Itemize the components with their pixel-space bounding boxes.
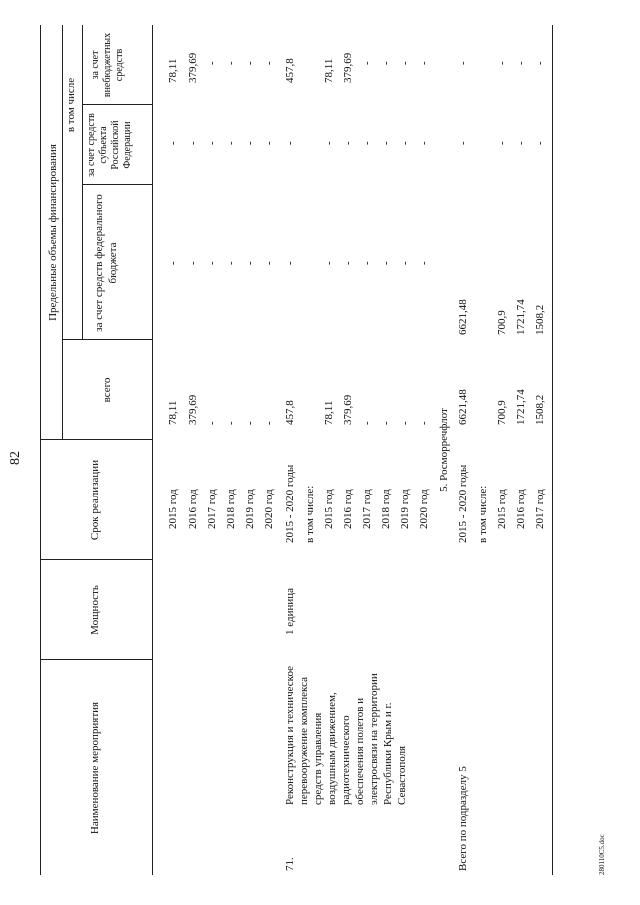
section5-regional-2: - — [496, 141, 508, 145]
item71-federal-7: - — [418, 261, 430, 265]
block1-federal-3: - — [225, 261, 237, 265]
block1-extra-3: - — [225, 61, 237, 65]
limits-divider — [62, 25, 63, 440]
page-number: 82 — [8, 451, 23, 465]
item71-regional-5: - — [380, 141, 392, 145]
section5-total-0: 6621,48 — [457, 389, 469, 425]
item71-total-4: - — [361, 421, 373, 425]
section5-period-0: 2015 - 2020 годы — [457, 464, 469, 543]
item71-total-3: 379,69 — [342, 394, 354, 425]
item71-period-7: 2020 год — [418, 489, 430, 529]
block1-total-1: 379,69 — [187, 394, 199, 425]
block1-extra-2: - — [206, 61, 218, 65]
item71-total-2: 78,11 — [323, 400, 335, 425]
block1-total-2: - — [206, 421, 218, 425]
header-incl: в том числе — [65, 77, 77, 133]
item71-period-6: 2019 год — [399, 489, 411, 529]
item71-extra-4: - — [361, 61, 373, 65]
section5-period-1: в том числе: — [477, 485, 489, 543]
item71-period-4: 2017 год — [361, 489, 373, 529]
item71-federal-3: - — [342, 261, 354, 265]
item71-extra-0: 457,8 — [284, 58, 296, 83]
item71-extra-3: 379,69 — [342, 52, 354, 83]
item71-total-0: 457,8 — [284, 400, 296, 425]
col-divider-4 — [62, 339, 152, 340]
block1-period-2: 2017 год — [206, 489, 218, 529]
item71-total-7: - — [418, 421, 430, 425]
col-divider-3 — [40, 439, 152, 440]
item71-regional-6: - — [399, 141, 411, 145]
block1-period-4: 2019 год — [244, 489, 256, 529]
item71-regional-7: - — [418, 141, 430, 145]
block1-regional-3: - — [225, 141, 237, 145]
block1-regional-5: - — [263, 141, 275, 145]
section5-period-3: 2016 год — [515, 489, 527, 529]
item71-period-1: в том числе: — [304, 485, 316, 543]
header-capacity: Мощность — [89, 585, 101, 635]
item71-name: Реконструкция и техническое перевооружение комплекса средств управления воздушным движением, радиотехнического обеспечения полетов и электросвязи на территории Республики Крым и г. Севастополя — [284, 666, 408, 805]
block1-extra-4: - — [244, 61, 256, 65]
item71-period-2: 2015 год — [323, 489, 335, 529]
block1-total-3: - — [225, 421, 237, 425]
section5-regional-4: - — [534, 141, 546, 145]
section5-total-2: 700,9 — [496, 400, 508, 425]
header-period: Срок реализации — [89, 459, 101, 541]
item71-regional-2: - — [323, 141, 335, 145]
item71-period-3: 2016 год — [342, 489, 354, 529]
header-bottom-border — [152, 25, 153, 875]
header-federal: за счет средств федерального бюджета — [93, 194, 119, 332]
item71-number: 71. — [284, 857, 296, 871]
table-top-border — [40, 25, 41, 875]
section5-title: 5. Росморречфлот — [438, 408, 450, 492]
block1-total-5: - — [263, 421, 275, 425]
block1-federal-1: - — [187, 261, 199, 265]
item71-federal-2: - — [323, 261, 335, 265]
section5-total-4: 1508,2 — [534, 394, 546, 425]
item71-capacity: 1 единица — [284, 587, 296, 635]
block1-extra-0: 78,11 — [167, 58, 179, 83]
block1-total-4: - — [244, 421, 256, 425]
block1-federal-2: - — [206, 261, 218, 265]
block1-extra-5: - — [263, 61, 275, 65]
block1-period-0: 2015 год — [167, 489, 179, 529]
item71-extra-6: - — [399, 61, 411, 65]
item71-period-5: 2018 год — [380, 489, 392, 529]
section5-period-4: 2017 год — [534, 489, 546, 529]
col-divider-6 — [82, 104, 152, 105]
item71-regional-3: - — [342, 141, 354, 145]
item71-total-6: - — [399, 421, 411, 425]
item71-extra-7: - — [418, 61, 430, 65]
section5-summary-label: Всего по подразделу 5 — [457, 766, 469, 871]
block1-regional-4: - — [244, 141, 256, 145]
item71-regional-4: - — [361, 141, 373, 145]
col-divider-5 — [82, 184, 152, 185]
item71-federal-0: - — [284, 261, 296, 265]
col-divider-2 — [40, 559, 152, 560]
section5-extra-3: - — [515, 61, 527, 65]
block1-regional-2: - — [206, 141, 218, 145]
block1-extra-1: 379,69 — [187, 52, 199, 83]
header-limits: Предельные объемы финансирования — [47, 144, 59, 321]
header-regional: за счет средств субъекта Российской Федерации — [86, 113, 133, 177]
section5-federal-3: 1721,74 — [515, 299, 527, 335]
header-total: всего — [101, 377, 113, 403]
block1-period-1: 2016 год — [187, 489, 199, 529]
section5-extra-0: - — [457, 61, 469, 65]
item71-extra-5: - — [380, 61, 392, 65]
item71-federal-5: - — [380, 261, 392, 265]
section5-extra-2: - — [496, 61, 508, 65]
section5-total-3: 1721,74 — [515, 389, 527, 425]
block1-period-3: 2018 год — [225, 489, 237, 529]
item71-period-0: 2015 - 2020 годы — [284, 464, 296, 543]
item71-extra-2: 78,11 — [323, 58, 335, 83]
header-extra: за счет внебюджетных средств — [90, 32, 125, 98]
incl-divider — [82, 25, 83, 340]
section5-regional-0: - — [457, 141, 469, 145]
item71-federal-6: - — [399, 261, 411, 265]
footer-filename: 280110C5.doc — [598, 834, 606, 875]
section5-extra-4: - — [534, 61, 546, 65]
section5-federal-2: 700,9 — [496, 310, 508, 335]
item71-regional-0: - — [284, 141, 296, 145]
block1-federal-5: - — [263, 261, 275, 265]
block1-regional-1: - — [187, 141, 199, 145]
block1-federal-4: - — [244, 261, 256, 265]
block1-federal-0: - — [167, 261, 179, 265]
block1-regional-0: - — [167, 141, 179, 145]
section5-period-2: 2015 год — [496, 489, 508, 529]
table-bottom-border — [552, 25, 553, 875]
section5-regional-3: - — [515, 141, 527, 145]
block1-period-5: 2020 год — [263, 489, 275, 529]
item71-total-5: - — [380, 421, 392, 425]
block1-total-0: 78,11 — [167, 400, 179, 425]
col-divider-1 — [40, 659, 152, 660]
item71-federal-4: - — [361, 261, 373, 265]
header-name: Наименование мероприятия — [89, 701, 101, 835]
section5-federal-0: 6621,48 — [457, 299, 469, 335]
section5-federal-4: 1508,2 — [534, 304, 546, 335]
